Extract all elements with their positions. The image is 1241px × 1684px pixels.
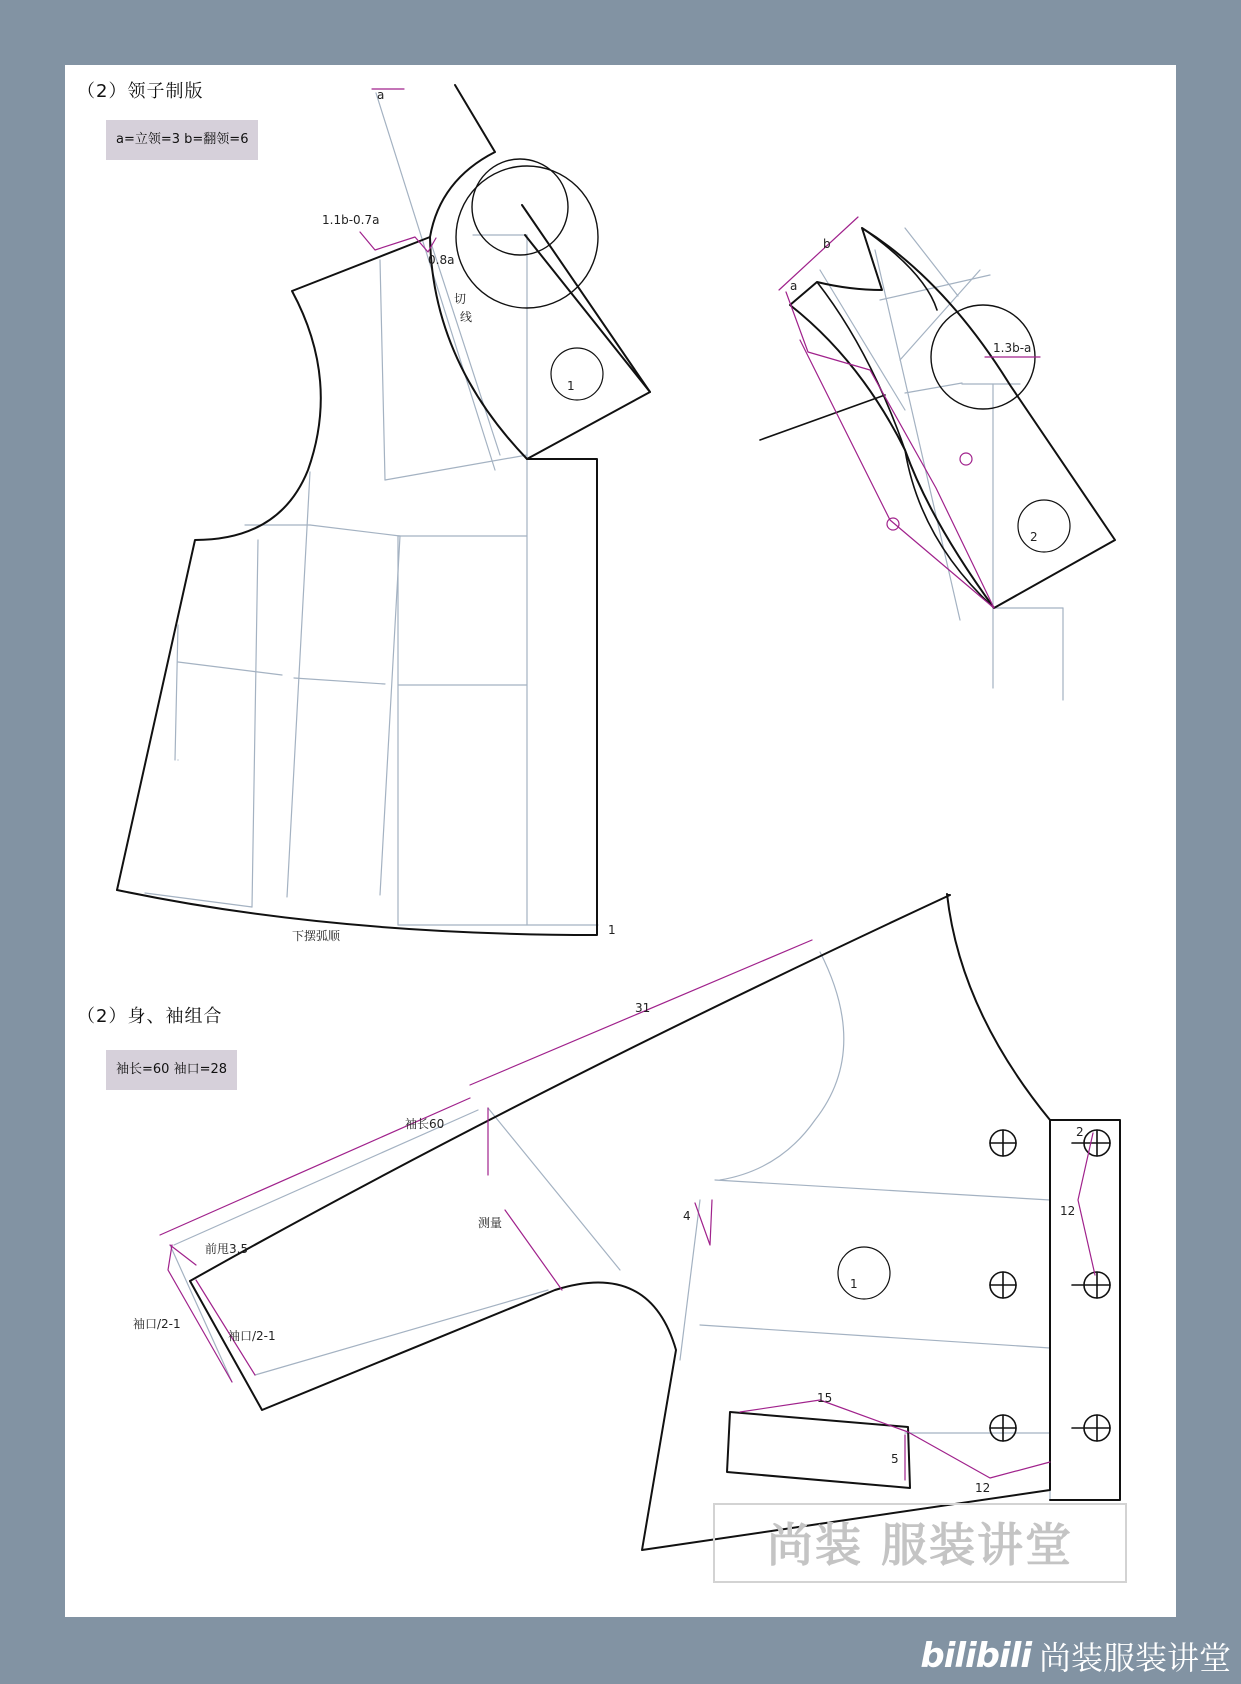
bilibili-logo: bilibili <box>920 1636 1031 1676</box>
sleeve-label-5: 5 <box>891 1452 899 1466</box>
collar-piece2-marker <box>1018 500 1070 552</box>
collar-label-piece1: 1 <box>567 379 575 393</box>
collar-label-radius: 1.3b-a <box>993 341 1032 355</box>
collar-label-piece2: 2 <box>1030 530 1038 544</box>
sleeve-label-2: 2 <box>1076 1125 1084 1139</box>
collar-label-a-side: a <box>790 279 798 293</box>
pattern-drawing <box>65 65 1176 1617</box>
brand-name: 尚装服装讲堂 <box>1038 1639 1231 1677</box>
collar-label-cut-2: 线 <box>460 310 473 324</box>
sleeve-section-title: （2）身、袖组合 <box>77 1006 223 1027</box>
sleeve-guides <box>170 952 1050 1500</box>
collar-label-b-side: b <box>823 237 831 251</box>
sleeve-label-length: 袖长60 <box>405 1117 445 1131</box>
sleeve-label-cuff-b: 袖口/2-1 <box>228 1329 276 1343</box>
brand-footer <box>920 1634 1231 1678</box>
sleeve-label-piece1: 1 <box>850 1277 858 1291</box>
sleeve-piece1-marker <box>838 1247 890 1299</box>
collar-label-cut-1: 切 <box>454 292 467 306</box>
pattern-sheet <box>65 65 1176 1617</box>
sleeve-outlines <box>190 894 1120 1550</box>
collar-piece2-marks <box>779 217 1040 608</box>
collar-piece2-guides <box>820 228 1063 700</box>
sleeve-label-cuff-a: 袖口/2-1 <box>133 1317 181 1331</box>
collar-section-title: （2）领子制版 <box>77 81 204 102</box>
sleeve-label-12h: 12 <box>975 1481 991 1495</box>
collar-label-hem-drop: 1 <box>608 923 616 937</box>
collar-marks <box>360 89 436 252</box>
collar-label-a-top: a <box>377 88 385 102</box>
collar-piece2-outlines <box>760 228 1115 608</box>
sleeve-label-12v: 12 <box>1060 1204 1076 1218</box>
sleeve-dimensions <box>160 940 1095 1480</box>
sleeve-label-31: 31 <box>635 1001 651 1015</box>
collar-label-hem: 下摆弧顺 <box>292 929 341 943</box>
sleeve-label-15: 15 <box>817 1391 833 1405</box>
sleeve-params: 袖长=60 袖口=28 <box>106 1050 237 1090</box>
collar-outlines <box>117 85 650 935</box>
sleeve-label-measure: 测量 <box>478 1216 503 1230</box>
collar-params: a=立领=3 b=翻领=6 <box>106 120 258 160</box>
sleeve-label-front-shift: 前甩3.5 <box>205 1242 249 1256</box>
collar-label-08a: 0.8a <box>428 253 455 267</box>
collar-label-formula: 1.1b-0.7a <box>322 213 380 227</box>
watermark: 尚装 服装讲堂 <box>713 1503 1127 1583</box>
sleeve-label-4: 4 <box>683 1209 691 1223</box>
collar-piece1-marker <box>551 348 603 400</box>
